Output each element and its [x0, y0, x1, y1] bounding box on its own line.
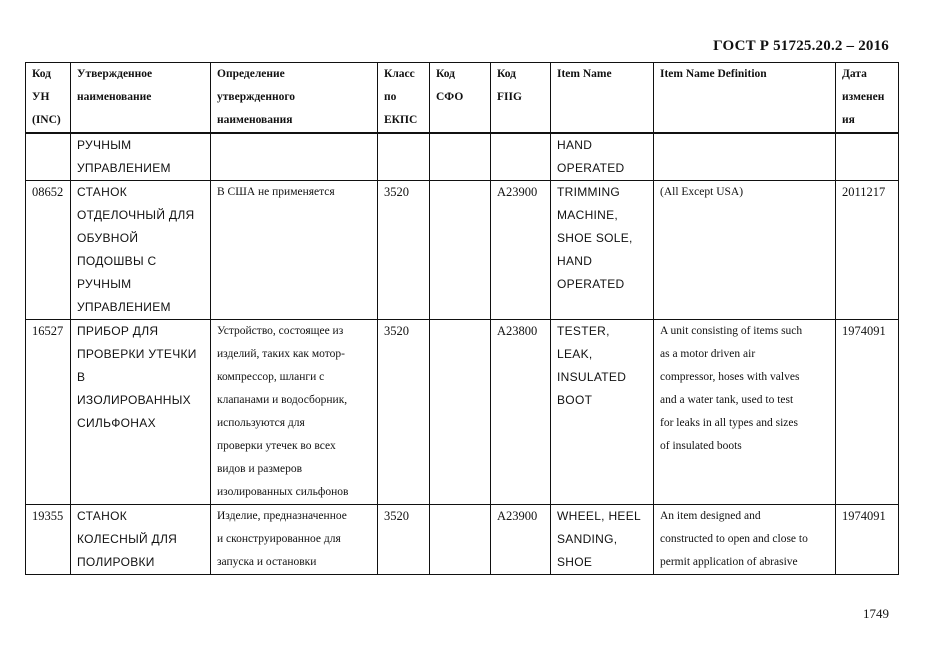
cell-definition: Изделие, предназначенное и сконструированное для запуска и остановки [211, 505, 378, 575]
table-row [26, 320, 899, 505]
cell-change-date: 1974091 [836, 505, 899, 575]
classification-table [25, 62, 899, 575]
column-header-definition: Определение утвержденного наименования [211, 63, 378, 134]
column-header-item-name-definition: Item Name Definition [654, 63, 836, 134]
column-header-inc: Код УН (INC) [26, 63, 71, 134]
cell-item-name: HAND OPERATED [551, 133, 654, 181]
cell-item-name: TESTER, LEAK, INSULATED BOOT [551, 320, 654, 505]
cell-definition [211, 133, 378, 181]
table-row [26, 181, 899, 320]
cell-sfo-code [430, 505, 491, 575]
cell-fiig-code: A23900 [491, 181, 551, 320]
cell-inc [26, 133, 71, 181]
cell-approved-name: СТАНОК ОТДЕЛОЧНЫЙ ДЛЯ ОБУВНОЙ ПОДОШВЫ С РУЧНЫМ УПРАВЛЕНИЕМ [71, 181, 211, 320]
cell-sfo-code [430, 181, 491, 320]
table-row-continuation [26, 133, 899, 181]
column-header-ekps-class: Класс по ЕКПС [378, 63, 430, 134]
cell-inc: 19355 [26, 505, 71, 575]
document-standard-header: ГОСТ Р 51725.20.2 – 2016 [713, 38, 889, 54]
cell-fiig-code [491, 133, 551, 181]
cell-approved-name: РУЧНЫМ УПРАВЛЕНИЕМ [71, 133, 211, 181]
cell-inc: 08652 [26, 181, 71, 320]
column-header-change-date: Дата изменен ия [836, 63, 899, 134]
cell-item-name-definition: An item designed and constructed to open and close to permit application of abrasive [654, 505, 836, 575]
cell-change-date [836, 133, 899, 181]
cell-fiig-code: A23900 [491, 505, 551, 575]
cell-change-date: 1974091 [836, 320, 899, 505]
cell-sfo-code [430, 320, 491, 505]
column-header-approved-name: Утвержденное наименование [71, 63, 211, 134]
column-header-sfo-code: Код СФО [430, 63, 491, 134]
cell-item-name-definition: (All Except USA) [654, 181, 836, 320]
cell-approved-name: ПРИБОР ДЛЯ ПРОВЕРКИ УТЕЧКИ В ИЗОЛИРОВАННЫХ СИЛЬФОНАХ [71, 320, 211, 505]
cell-approved-name: СТАНОК КОЛЕСНЫЙ ДЛЯ ПОЛИРОВКИ [71, 505, 211, 575]
cell-ekps-class: 3520 [378, 505, 430, 575]
cell-inc: 16527 [26, 320, 71, 505]
cell-change-date: 2011217 [836, 181, 899, 320]
cell-definition: Устройство, состоящее из изделий, таких как мотор- компрессор, шланги с клапанами и водосборник, используются для проверки утечек во всех видов и размеров изолированных сильфонов [211, 320, 378, 505]
column-header-fiig-code: Код FIIG [491, 63, 551, 134]
cell-ekps-class [378, 133, 430, 181]
cell-ekps-class: 3520 [378, 181, 430, 320]
cell-item-name: WHEEL, HEEL SANDING, SHOE [551, 505, 654, 575]
page-number: 1749 [863, 606, 889, 621]
cell-sfo-code [430, 133, 491, 181]
cell-ekps-class: 3520 [378, 320, 430, 505]
cell-item-name-definition [654, 133, 836, 181]
cell-item-name: TRIMMING MACHINE, SHOE SOLE, HAND OPERATED [551, 181, 654, 320]
cell-definition: В США не применяется [211, 181, 378, 320]
column-header-item-name: Item Name [551, 63, 654, 134]
cell-fiig-code: A23800 [491, 320, 551, 505]
table-row [26, 505, 899, 575]
cell-item-name-definition: A unit consisting of items such as a motor driven air compressor, hoses with valves and a water tank, used to test for leaks in all types and sizes of insulated boots [654, 320, 836, 505]
table-header-row [26, 63, 899, 134]
